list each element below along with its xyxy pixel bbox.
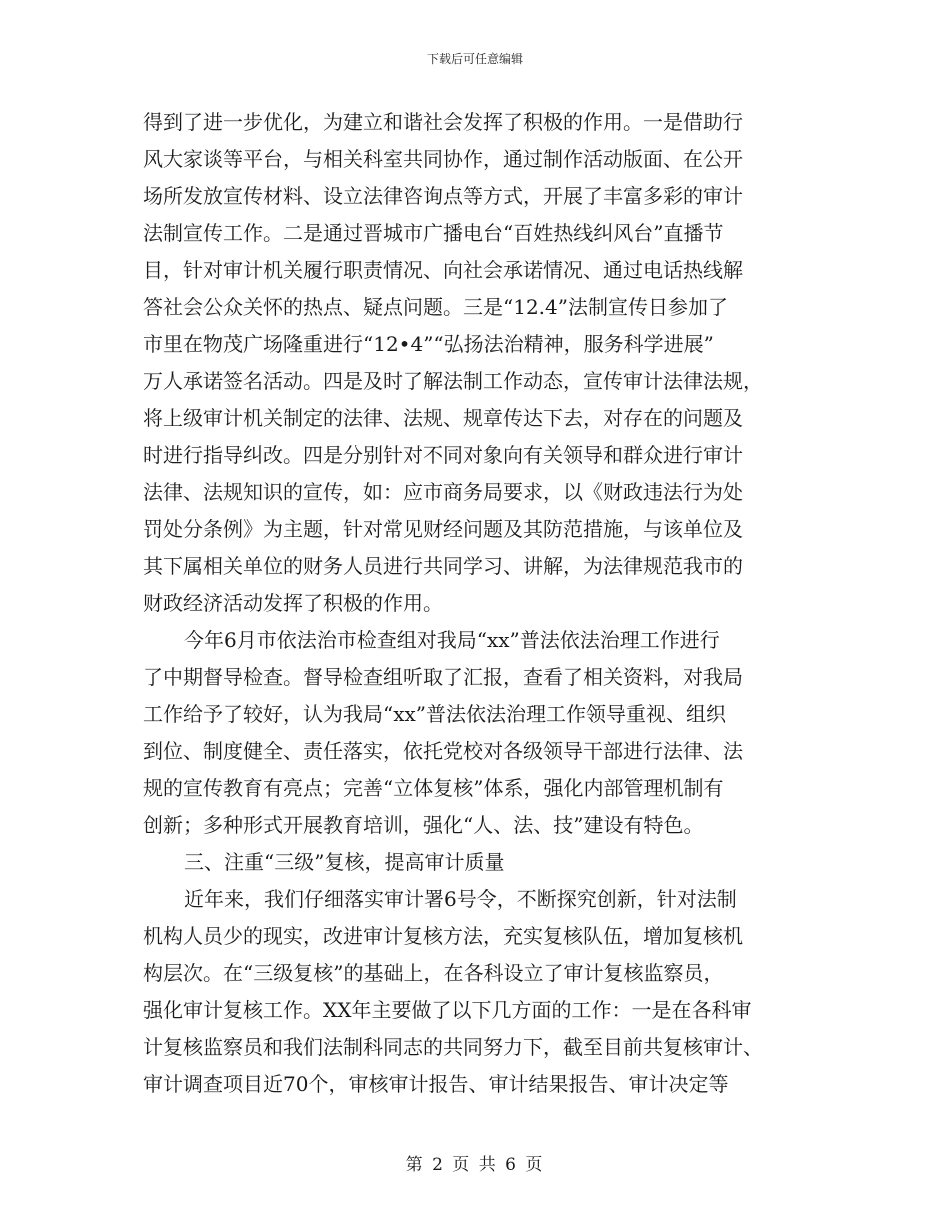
- text-line-19: 规的宣传教育有亮点；完善“立体复核”体系，强化内部管理机制有: [143, 776, 724, 800]
- text-line-4: 法制宣传工作。二是通过晋城市广播电台“百姓热线纠风台”直播节: [143, 221, 724, 245]
- text-line-1: 得到了进一步优化，为建立和谐社会发挥了积极的作用。一是借助行: [143, 110, 743, 134]
- text-line-15: 今年6月市依法治市检查组对我局“xx”普法依法治理工作进行: [184, 628, 720, 652]
- text-line-23: 机构人员少的现实，改进审计复核方法，充实复核队伍，增加复核机: [143, 924, 743, 948]
- text-line-16: 了中期督导检查。督导检查组听取了汇报，查看了相关资料，对我局: [143, 665, 743, 689]
- page-header: 下载后可任意编辑: [426, 52, 523, 66]
- text-line-25: 强化审计复核工作。XX年主要做了以下几方面的工作：一是在各科审: [143, 998, 752, 1022]
- text-line-11: 法律、法规知识的宣传，如：应市商务局要求，以《财政违法行为处: [143, 480, 743, 504]
- text-line-17: 工作给予了较好，认为我局“xx”普法依法治理工作领导重视、组织: [143, 702, 727, 726]
- text-line-22: 近年来，我们仔细落实审计署6号令，不断探究创新，针对法制: [184, 887, 737, 911]
- text-line-2: 风大家谈等平台，与相关科室共同协作，通过制作活动版面、在公开: [143, 147, 743, 171]
- text-line-7: 市里在物茂广场隆重进行“12•4”“弘扬法治精神，服务科学进展”: [143, 332, 714, 356]
- text-line-26: 计复核监察员和我们法制科同志的共同努力下，截至目前共复核审计、: [143, 1035, 763, 1059]
- text-line-20: 创新；多种形式开展教育培训，强化“人、法、技”建设有特色。: [143, 813, 704, 837]
- text-line-6: 答社会公众关怀的热点、疑点问题。三是“12.4”法制宣传日参加了: [143, 295, 728, 319]
- text-line-12: 罚处分条例》为主题，针对常见财经问题及其防范措施，与该单位及: [143, 517, 743, 541]
- text-line-5: 目，针对审计机关履行职责情况、向社会承诺情况、通过电话热线解: [143, 258, 743, 282]
- text-line-13: 其下属相关单位的财务人员进行共同学习、讲解，为法律规范我市的: [143, 554, 743, 578]
- page-footer: 第 2 页 共 6 页: [405, 1155, 545, 1175]
- text-line-27: 审计调查项目近70个，审核审计报告、审计结果报告、审计决定等: [143, 1072, 729, 1096]
- text-line-14: 财政经济活动发挥了积极的作用。: [143, 591, 443, 615]
- text-line-24: 构层次。在“三级复核”的基础上，在各科设立了审计复核监察员，: [143, 961, 724, 985]
- text-line-18: 到位、制度健全、责任落实，依托党校对各级领导干部进行法律、法: [143, 739, 743, 763]
- document-body: [143, 104, 807, 1103]
- text-line-9: 将上级审计机关制定的法律、法规、规章传达下去，对存在的问题及: [143, 406, 743, 430]
- text-line-8: 万人承诺签名活动。四是及时了解法制工作动态，宣传审计法律法规，: [143, 369, 763, 393]
- section-heading: 三、注重“三级”复核，提高审计质量: [184, 850, 505, 874]
- text-line-10: 时进行指导纠改。四是分别针对不同对象向有关领导和群众进行审计: [143, 443, 743, 467]
- text-line-3: 场所发放宣传材料、设立法律咨询点等方式，开展了丰富多彩的审计: [143, 184, 743, 208]
